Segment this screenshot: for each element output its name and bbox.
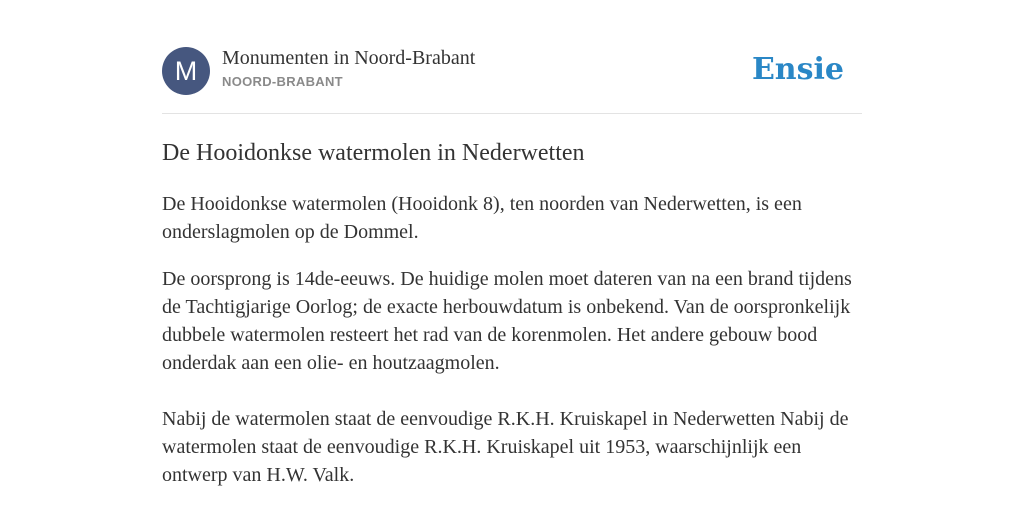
article-paragraph: Nabij de watermolen staat de eenvoudige R.K.H. Kruiskapel in Nederwetten Nabij de watermolen staat de eenvoudige R.K.H. Kruiskapel uit 1953, waarschijnlijk een ontwerp van H.W. Valk. bbox=[162, 408, 849, 486]
header bbox=[162, 46, 862, 96]
page-container bbox=[162, 0, 862, 512]
brand-logo[interactable]: Ensie bbox=[751, 52, 844, 87]
article-paragraph: De oorsprong is 14de-eeuws. De huidige molen moet dateren van na een brand tijdens de Tachtigjarige Oorlog; de exacte herbouwdatum is onbekend. Van de oorspronkelijk dubbele watermolen resteert het rad van de korenmolen. Het andere gebouw bood onderdak aan een olie- en houtzaagmolen. bbox=[162, 268, 852, 374]
group-title-link[interactable]: Monumenten in Noord-Brabant bbox=[222, 47, 476, 69]
group-subtitle: NOORD-BRABANT bbox=[222, 74, 343, 89]
article-title: De Hooidonkse watermolen in Nederwetten bbox=[162, 140, 585, 166]
avatar[interactable]: M bbox=[162, 47, 210, 95]
article-paragraph: De Hooidonkse watermolen (Hooidonk 8), ten noorden van Nederwetten, is een onderslagmolen op de Dommel. bbox=[162, 193, 802, 243]
divider bbox=[162, 113, 862, 114]
